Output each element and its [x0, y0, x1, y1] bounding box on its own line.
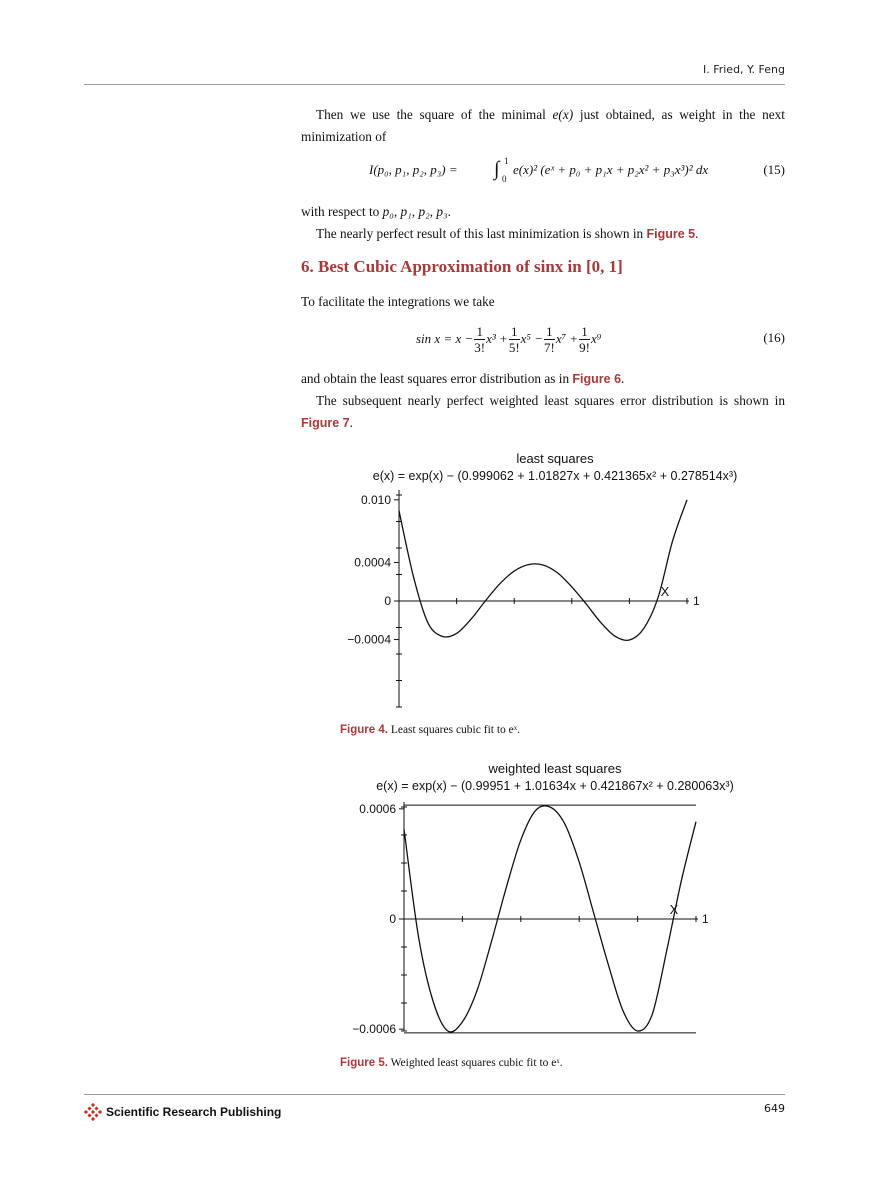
paragraph-3-text-a: The nearly perfect result of this last minimization is shown in	[316, 226, 647, 241]
paragraph-2-math: p₀, p₁, p₂, p₃	[382, 204, 448, 219]
y-tick-label: 0	[389, 912, 396, 926]
footer-rule	[84, 1094, 785, 1095]
section-heading: 6. Best Cubic Approximation of sinx in [0, 1]	[301, 257, 623, 276]
publisher-logo	[84, 1103, 281, 1121]
paragraph-6-text-a: The subsequent nearly perfect weighted least squares error distribution is shown in	[316, 393, 785, 408]
x-tick-label: 1	[693, 594, 700, 608]
paragraph-3	[301, 223, 785, 245]
x-axis-label: X	[669, 902, 679, 917]
x-axis-label: X	[660, 584, 670, 599]
equation-16-term-4: x⁹	[590, 331, 602, 346]
figure-5-link[interactable]: Figure 5	[646, 227, 696, 241]
figure-7-link[interactable]: Figure 7	[301, 416, 350, 430]
equation-15-number: (15)	[763, 162, 785, 177]
equation-16-term-3: x⁷ +	[555, 331, 579, 346]
chart-subtitle: e(x) = exp(x) − (0.999062 + 1.01827x + 0.421365x² + 0.278514x³)	[372, 469, 738, 483]
y-tick-label: 0.0004	[354, 555, 391, 570]
y-tick-label: 0	[384, 594, 391, 608]
figure-6-link[interactable]: Figure 6	[572, 372, 622, 386]
equation-16-lhs: sin x = x −	[416, 331, 474, 346]
chart-title: weighted least squares	[488, 761, 622, 776]
fraction-1-over-3f: $\frac{1}{3!}$	[474, 323, 486, 355]
chart-subtitle: e(x) = exp(x) − (0.99951 + 1.01634x + 0.421867x² + 0.280063x³)	[376, 779, 734, 793]
series-line	[399, 500, 687, 641]
paragraph-6	[301, 390, 785, 434]
equation-15-lhs: I(p₀, p₁, p₂, p₃) =	[369, 162, 458, 177]
figure-4-label: Figure 4.	[340, 724, 388, 736]
equation-16-number: (16)	[763, 330, 785, 345]
paragraph-2	[301, 201, 785, 223]
page-number: 649	[764, 1102, 785, 1115]
integral-lower-limit: 0	[502, 174, 507, 184]
figure-5-chart	[300, 755, 780, 1045]
figure-4-caption-text: Least squares cubic fit to eˣ.	[387, 724, 520, 736]
integral-sign: ∫	[494, 158, 500, 180]
y-tick-label: −0.0004	[347, 632, 391, 647]
publisher-diamond-icon	[84, 1103, 102, 1121]
figure-5-label: Figure 5.	[340, 1057, 388, 1069]
equation-16-term-2: x⁵ −	[520, 331, 543, 346]
y-tick-label: 0.0006	[359, 801, 396, 816]
fraction-1-over-5f: $\frac{1}{5!}$	[508, 323, 520, 355]
paragraph-2-text-a: with respect to	[301, 204, 383, 219]
figure-5-caption-text: Weighted least squares cubic fit to eˣ.	[387, 1057, 563, 1069]
fraction-1-over-7f: $\frac{1}{7!}$	[543, 323, 555, 355]
figure-4-chart	[300, 445, 780, 725]
paragraph-4: To facilitate the integrations we take	[301, 294, 495, 309]
equation-15	[301, 156, 785, 186]
paragraph-5-text-a: and obtain the least squares error distribution as in	[301, 371, 573, 386]
paragraph-6-text-b: .	[349, 415, 353, 430]
x-tick-label: 1	[702, 912, 709, 926]
fraction-1-over-9f: $\frac{1}{9!}$	[579, 323, 590, 355]
header-rule	[84, 84, 785, 85]
publisher-name: Scientific Research Publishing	[106, 1105, 282, 1119]
equation-15-rhs: e(x)² (eˣ + p₀ + p₁x + p₂x² + p₃x³)² dx	[513, 162, 709, 177]
paragraph-3-text-b: .	[695, 226, 699, 241]
paragraph-5-text-b: .	[621, 371, 625, 386]
y-tick-label: 0.010	[360, 492, 391, 507]
equation-16-term-1: x³ +	[486, 331, 508, 346]
paragraph-1-text-b: just obtained, as weight in the next minimization of	[301, 107, 785, 144]
figure-5-caption	[340, 1057, 563, 1069]
y-tick-label: −0.0006	[352, 1022, 396, 1037]
paragraph-2-text-b: .	[447, 204, 451, 219]
paragraph-1-text-a: Then we use the square of the minimal	[316, 107, 553, 122]
chart-title: least squares	[516, 451, 594, 466]
paragraph-1	[301, 104, 785, 148]
figure-4-caption	[340, 724, 520, 736]
equation-16	[301, 320, 785, 358]
paragraph-5	[301, 368, 785, 390]
paragraph-1-math: e(x)	[552, 107, 574, 122]
integral-upper-limit: 1	[504, 156, 509, 166]
running-head: I. Fried, Y. Feng	[702, 63, 785, 76]
